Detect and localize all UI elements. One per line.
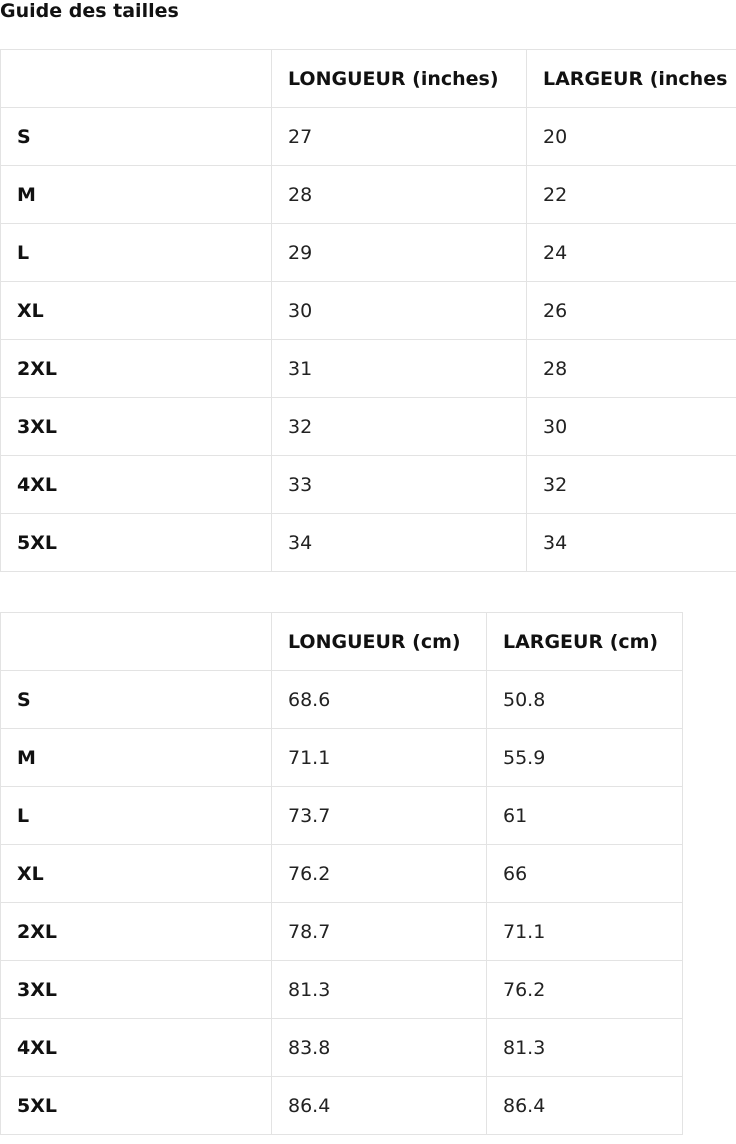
length-value: 73.7 bbox=[272, 787, 487, 845]
width-value: 55.9 bbox=[487, 729, 683, 787]
width-value: 26 bbox=[527, 282, 736, 340]
size-label: 2XL bbox=[1, 903, 272, 961]
width-value: 81.3 bbox=[487, 1019, 683, 1077]
length-value: 34 bbox=[272, 514, 527, 572]
size-label: 2XL bbox=[1, 340, 272, 398]
length-value: 30 bbox=[272, 282, 527, 340]
size-label: 3XL bbox=[1, 398, 272, 456]
table-row bbox=[1, 224, 736, 282]
size-label: L bbox=[1, 224, 272, 282]
size-label: M bbox=[1, 166, 272, 224]
size-label: S bbox=[1, 108, 272, 166]
width-value: 34 bbox=[527, 514, 736, 572]
width-value: 30 bbox=[527, 398, 736, 456]
width-value: 24 bbox=[527, 224, 736, 282]
length-value: 83.8 bbox=[272, 1019, 487, 1077]
header-length-inches: LONGUEUR (inches) bbox=[272, 50, 527, 108]
page-title: Guide des tailles bbox=[0, 0, 179, 22]
size-label: 5XL bbox=[1, 514, 272, 572]
width-value: 76.2 bbox=[487, 961, 683, 1019]
length-value: 68.6 bbox=[272, 671, 487, 729]
width-value: 32 bbox=[527, 456, 736, 514]
header-length-cm: LONGUEUR (cm) bbox=[272, 613, 487, 671]
table-row bbox=[1, 398, 736, 456]
table-row bbox=[1, 961, 683, 1019]
table-row bbox=[1, 729, 683, 787]
table-row bbox=[1, 166, 736, 224]
size-table-cm-container bbox=[0, 612, 683, 1144]
header-size bbox=[1, 50, 272, 108]
width-value: 28 bbox=[527, 340, 736, 398]
table-body-cm bbox=[1, 671, 683, 1135]
width-value: 20 bbox=[527, 108, 736, 166]
width-value: 22 bbox=[527, 166, 736, 224]
table-row bbox=[1, 1019, 683, 1077]
table-row bbox=[1, 671, 683, 729]
table-body-inches bbox=[1, 108, 736, 572]
table-row bbox=[1, 456, 736, 514]
size-label: S bbox=[1, 671, 272, 729]
size-table-cm bbox=[0, 612, 683, 1135]
table-header-row bbox=[1, 613, 683, 671]
length-value: 78.7 bbox=[272, 903, 487, 961]
length-value: 31 bbox=[272, 340, 527, 398]
width-value: 50.8 bbox=[487, 671, 683, 729]
size-label: L bbox=[1, 787, 272, 845]
table-row bbox=[1, 514, 736, 572]
header-width-inches: LARGEUR (inches bbox=[527, 50, 736, 108]
table-row bbox=[1, 340, 736, 398]
size-label: 3XL bbox=[1, 961, 272, 1019]
table-row bbox=[1, 787, 683, 845]
length-value: 28 bbox=[272, 166, 527, 224]
table-row bbox=[1, 108, 736, 166]
size-table-inches-container bbox=[0, 49, 736, 581]
size-label: M bbox=[1, 729, 272, 787]
length-value: 29 bbox=[272, 224, 527, 282]
table-header-row bbox=[1, 50, 736, 108]
width-value: 61 bbox=[487, 787, 683, 845]
width-value: 66 bbox=[487, 845, 683, 903]
length-value: 86.4 bbox=[272, 1077, 487, 1135]
length-value: 81.3 bbox=[272, 961, 487, 1019]
table-row bbox=[1, 903, 683, 961]
size-table-inches bbox=[0, 49, 736, 572]
length-value: 76.2 bbox=[272, 845, 487, 903]
length-value: 33 bbox=[272, 456, 527, 514]
size-label: 4XL bbox=[1, 1019, 272, 1077]
length-value: 71.1 bbox=[272, 729, 487, 787]
length-value: 32 bbox=[272, 398, 527, 456]
size-label: XL bbox=[1, 845, 272, 903]
size-label: XL bbox=[1, 282, 272, 340]
header-width-cm: LARGEUR (cm) bbox=[487, 613, 683, 671]
table-row bbox=[1, 1077, 683, 1135]
table-row bbox=[1, 282, 736, 340]
length-value: 27 bbox=[272, 108, 527, 166]
size-label: 4XL bbox=[1, 456, 272, 514]
size-label: 5XL bbox=[1, 1077, 272, 1135]
width-value: 86.4 bbox=[487, 1077, 683, 1135]
header-size bbox=[1, 613, 272, 671]
width-value: 71.1 bbox=[487, 903, 683, 961]
table-row bbox=[1, 845, 683, 903]
